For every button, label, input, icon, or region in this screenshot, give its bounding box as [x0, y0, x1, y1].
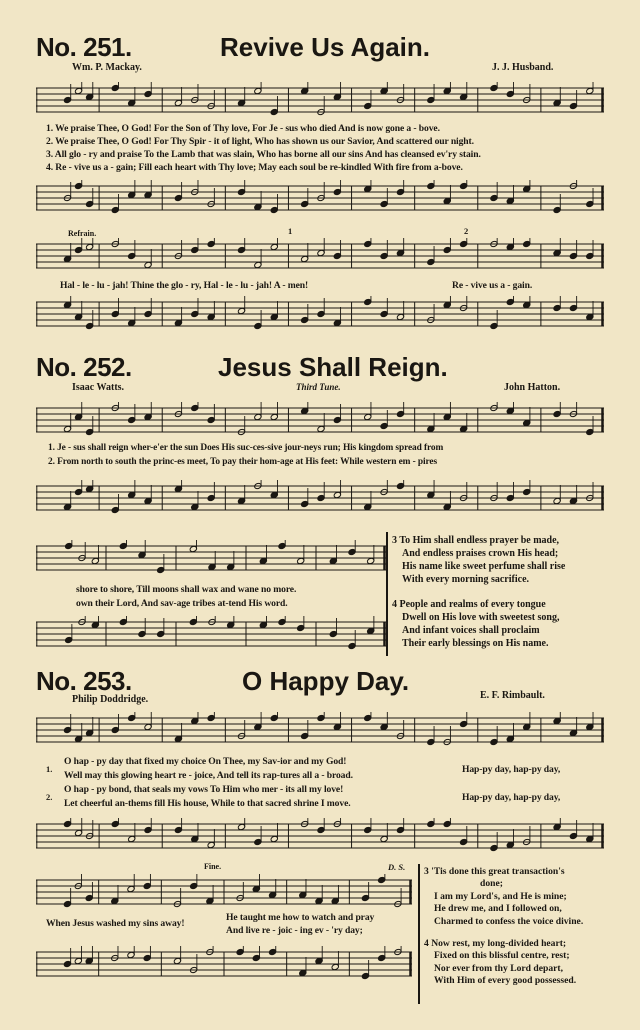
stanza-line: With Him of every good possessed. [434, 975, 577, 987]
hymn-251-refrain-label: Refrain. [68, 229, 97, 238]
column-divider [386, 532, 388, 656]
stanza-line: His name like sweet perfume shall rise [402, 561, 566, 572]
hymn-251-verse-4: 4. Re - vive us a - gain; Fill each heart with Thy love; May each soul be re-kindled With fire from a-bove. [46, 162, 463, 173]
staff-lines [36, 616, 386, 652]
hymn-251-refrain-text: Hal - le - lu - jah! Thine the glo - ry, Hal - le - lu - jah! A - men! [60, 280, 309, 291]
hymn-253-title: O Happy Day. [242, 666, 410, 696]
hymn-253-stanza-4 [424, 938, 576, 988]
hymn-252-treble-staff-1 [36, 402, 604, 438]
staff-lines [36, 540, 386, 576]
stanza-line: 4 People and realms of every tongue [392, 599, 546, 610]
staff-lines [36, 238, 604, 274]
hymn-252-stanza-3 [392, 534, 565, 586]
hymn-252-line2-verse1: shore to shore, Till moons shall wax and wane no more. [76, 584, 297, 595]
hymn-253-v2-line-a: O hap - py bond, that seals my vows To Him who mer - its all my love! [64, 784, 344, 795]
hymn-251-verse-1: 1. We praise Thee, O God! For the Son of Thy love, For Je - sus who died And is now gone a - bove. [46, 123, 440, 134]
hymn-252-stanza-4 [392, 598, 560, 650]
hymn-251-ending-2: 2 [464, 226, 469, 236]
hymn-251-title: Revive Us Again. [220, 32, 431, 62]
stanza-line: 3 'Tis done this great transaction's [424, 866, 565, 877]
hymn-252-line1-verse1: 1. Je - sus shall reign wher-e'er the sun Does His suc-ces-sive jour-neys run; His kingdom spread from [48, 443, 444, 453]
hymn-251-composer: J. J. Husband. [492, 62, 554, 73]
hymn-251-number: No. 251. [36, 32, 132, 62]
fine-marker: Fine. [204, 862, 222, 871]
hymn-251-ending-1: 1 [288, 226, 293, 236]
hymn-253-composer: E. F. Rimbault. [480, 690, 545, 701]
hymn-253-line2-b1: He taught me how to watch and pray [226, 912, 375, 923]
staff-lines [36, 818, 604, 854]
staff-lines [36, 480, 604, 516]
staff-lines [36, 946, 412, 982]
hymn-253-line2-b2: And live re - joic - ing ev - 'ry day; [226, 925, 363, 936]
hymn-251-author: Wm. P. Mackay. [72, 62, 142, 73]
hymn-251-bass-staff-1 [36, 180, 604, 216]
stanza-line: 4 Now rest, my long-divided heart; [424, 938, 567, 949]
hymn-252-author: Isaac Watts. [72, 382, 125, 393]
stanza-line: And infant voices shall proclaim [402, 625, 540, 636]
stanza-line: Nor ever from thy Lord depart, [434, 962, 563, 974]
hymn-252-treble-staff-2 [36, 540, 386, 576]
hymn-253-v2-line-b: Let cheerful an-thems fill His house, While to that sacred shrine I move. [64, 798, 351, 809]
hymn-252-bass-staff-1 [36, 480, 604, 516]
stanza-line: Their early blessings on His name. [402, 638, 549, 649]
stanza-line: I am my Lord's, and He is mine; [434, 890, 567, 902]
stanza-line: Dwell on His love with sweetest song, [402, 612, 560, 623]
hymn-251-verse-3: 3. All glo - ry and praise To the Lamb that was slain, Who has borne all our sins And has cleansed ev'ry stain. [46, 149, 481, 160]
hymn-252-tune: Third Tune. [296, 382, 341, 392]
hymn-253-bass-staff-1 [36, 818, 604, 854]
hymn-251-verse-2: 2. We praise Thee, O God! For Thy Spir - it of light, Who has shown us our Savior, And scattered our night. [46, 136, 474, 147]
staff-lines [36, 180, 604, 216]
verse-number-1: 1. [46, 764, 53, 774]
staff-lines [36, 402, 604, 438]
hymn-252-bass-staff-2 [36, 616, 386, 652]
stanza-line: 3 To Him shall endless prayer be made, [392, 535, 560, 546]
hymn-251-treble-staff-1 [36, 82, 604, 118]
hymn-253-line2-a: When Jesus washed my sins away! [46, 918, 185, 929]
verse-number-2: 2. [46, 792, 53, 802]
hymn-251-refrain-end: Re - vive us a - gain. [452, 280, 533, 291]
staff-lines [36, 712, 604, 748]
hymn-252-composer: John Hatton. [504, 382, 561, 393]
hymn-253-treble-staff-2 [36, 874, 412, 910]
hymn-253-bass-staff-2 [36, 946, 412, 982]
staff-lines [36, 874, 412, 910]
staff-lines [36, 296, 604, 332]
hymn-253-chorus-2: Hap-py day, hap-py day, [462, 792, 561, 803]
stanza-line: He drew me, and I followed on, [434, 903, 562, 915]
hymn-253-v1-line-a: O hap - py day that fixed my choice On Thee, my Sav-ior and my God! [64, 756, 347, 767]
hymn-253-chorus-1: Hap-py day, hap-py day, [462, 764, 561, 775]
hymn-252-number: No. 252. [36, 352, 132, 382]
column-divider-2 [418, 864, 420, 1004]
hymn-251-bass-staff-2 [36, 296, 604, 332]
hymn-251-treble-staff-2 [36, 238, 604, 274]
staff-lines [36, 82, 604, 118]
hymn-253-treble-staff-1 [36, 712, 604, 748]
stanza-line: done; [480, 878, 503, 890]
hymn-252-line1-verse2: 2. From north to south the princ-es meet, To pay their hom-age at His feet: While western em - pires [48, 457, 437, 467]
hymn-253-v1-line-b: Well may this glowing heart re - joice, And tell its rap-tures all a - broad. [64, 770, 353, 781]
stanza-line: Charmed to confess the voice divine. [434, 915, 584, 927]
stanza-line: And endless praises crown His head; [402, 548, 559, 559]
hymn-253-number: No. 253. [36, 666, 132, 696]
hymn-253-stanza-3 [424, 866, 583, 928]
stanza-line: Fixed on this blissful centre, rest; [434, 950, 570, 962]
hymn-252-title: Jesus Shall Reign. [218, 352, 448, 382]
ds-marker: D. S. [388, 862, 406, 872]
hymn-252-line2-verse2: own their Lord, And sav-age tribes at-tend His word. [76, 598, 288, 609]
stanza-line: With every morning sacrifice. [402, 574, 530, 585]
hymn-253-author: Philip Doddridge. [72, 694, 149, 705]
